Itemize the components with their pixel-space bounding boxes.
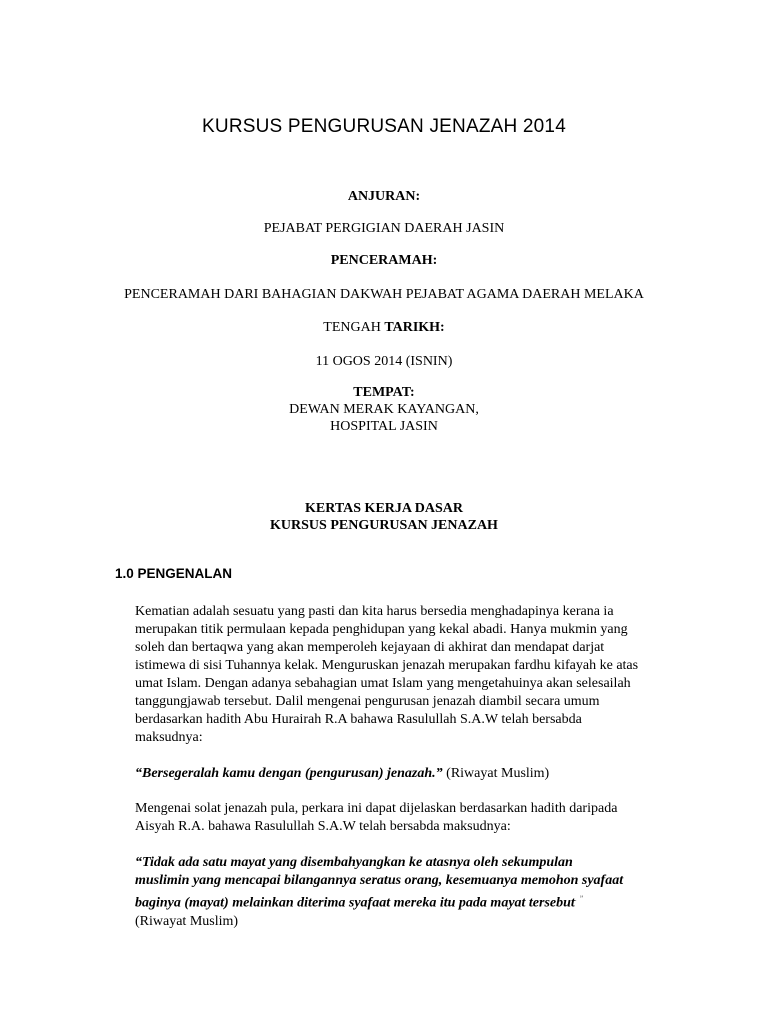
intro-line: umat Islam. Dengan adanya sebahagian umat Islam yang mengetahuinya akan selesailah [135, 676, 631, 691]
intro-line: maksudnya: [135, 730, 203, 745]
hadith-quote-1 [135, 765, 675, 783]
tempat-line-2: HOSPITAL JASIN [330, 419, 438, 434]
tarikh-label: TARIKH: [384, 320, 445, 335]
quote-2-line: “Tidak ada satu mayat yang disembahyangkan ke atasnya oleh sekumpulan [135, 855, 573, 870]
quote-1-source: (Riwayat Muslim) [442, 766, 550, 781]
penceramah-label: PENCERAMAH: [330, 253, 438, 268]
tempat-line-1: DEWAN MERAK KAYANGAN, [289, 402, 479, 417]
document-title: KURSUS PENGURUSAN JENAZAH 2014 [202, 116, 566, 137]
quote-2-line: baginya (mayat) melainkan diterima syafaat mereka itu pada mayat tersebut [135, 895, 575, 911]
intro-line: soleh dan bertaqwa yang akan memperoleh kejayaan di akhirat dan mendapat darjat [135, 640, 605, 655]
quote-1-text: “Bersegeralah kamu dengan (pengurusan) jenazah.” [135, 766, 443, 781]
intro-line: berdasarkan hadith Abu Hurairah R.A bahawa Rasulullah S.A.W telah bersabda [135, 712, 582, 727]
penceramah-value: PENCERAMAH DARI BAHAGIAN DAKWAH PEJABAT AGAMA DAERAH MELAKA [124, 287, 644, 302]
tempat-label: TEMPAT: [353, 385, 415, 400]
tarikh-heading [0, 319, 768, 336]
anjuran-label: ANJURAN: [347, 189, 421, 204]
intro-paragraph [135, 603, 675, 747]
tarikh-value: 11 OGOS 2014 (ISNIN) [315, 354, 453, 369]
solat-line: Mengenai solat jenazah pula, perkara ini dapat dijelaskan berdasarkan hadith daripada [135, 801, 618, 816]
section-heading: 1.0 PENGENALAN [115, 566, 233, 581]
kertas-kerja-line-1: KERTAS KERJA DASAR [305, 501, 463, 516]
intro-line: tanggungjawab tersebut. Dalil mengenai pengurusan jenazah diambil secara umum [135, 694, 600, 709]
intro-line: Kematian adalah sesuatu yang pasti dan kita harus bersedia menghadapinya kerana ia [135, 604, 614, 619]
quote-2-end: . ” [574, 894, 584, 903]
tarikh-prefix: TENGAH [323, 320, 385, 335]
hadith-quote-2 [135, 854, 675, 931]
quote-2-source: (Riwayat Muslim) [135, 913, 239, 929]
intro-line: istimewa di sisi Tuhannya kelak. Menguruskan jenazah merupakan fardhu kifayah ke atas [135, 658, 639, 673]
solat-paragraph [135, 800, 675, 836]
solat-line: Aisyah R.A. bahawa Rasulullah S.A.W telah bersabda maksudnya: [135, 819, 511, 834]
quote-2-last-line [135, 890, 675, 913]
kertas-kerja-line-2: KURSUS PENGURUSAN JENAZAH [270, 518, 498, 533]
intro-line: merupakan titik permulaan kepada penghidupan yang kekal abadi. Hanya mukmin yang [135, 622, 628, 637]
quote-2-line: muslimin yang mencapai bilangannya seratus orang, kesemuanya memohon syafaat [135, 873, 624, 888]
anjuran-value: PEJABAT PERGIGIAN DAERAH JASIN [263, 221, 505, 236]
